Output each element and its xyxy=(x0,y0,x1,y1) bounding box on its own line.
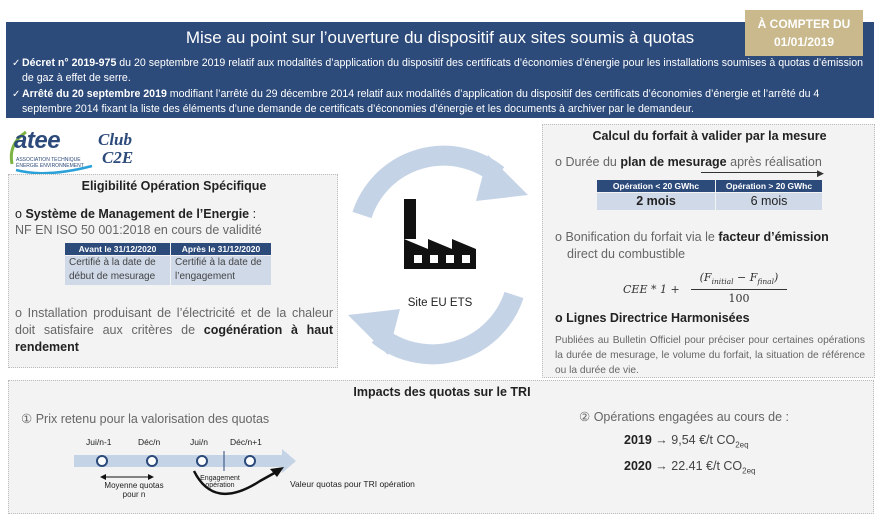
sme-colon: : xyxy=(249,207,257,221)
forfait-panel xyxy=(542,124,875,378)
bullet-icon: o xyxy=(15,207,26,221)
formula-left: CEE * 1 + xyxy=(623,283,680,296)
table-header-after: Après le 31/12/2020 xyxy=(171,243,271,255)
logo-c2e: C2E xyxy=(102,148,134,167)
sme-label: Système de Management de l’Energie xyxy=(25,207,250,221)
moyenne-quotas-label xyxy=(98,481,170,499)
timeline-label-jui-n: Jui/n xyxy=(190,437,208,447)
formula-num-open: (F xyxy=(699,271,712,284)
eligibility-panel xyxy=(8,174,338,368)
quota-timeline xyxy=(64,431,484,511)
timeline-graphic xyxy=(64,431,484,511)
decree-1-title: Décret n° 2019-975 xyxy=(22,57,117,69)
table-header-large: Opération > 20 GWhc xyxy=(716,180,822,192)
decree-1-text: du 20 septembre 2019 relatif aux modalités d’application du dispositif des certificats d’économies d’énergie pour les installations soumises à quotas d’émission de gaz à effet de serre. xyxy=(22,57,864,84)
badge-line-2: 01/01/2019 xyxy=(773,35,835,49)
date-badge xyxy=(745,10,863,56)
bullet-icon: o xyxy=(555,155,566,169)
arrow-head-icon: ▶ xyxy=(817,168,824,178)
moyenne-line-2: pour n xyxy=(122,490,146,499)
engagement-line-2: opération xyxy=(205,482,235,489)
forfait-title: Calcul du forfait à valider par la mesure xyxy=(592,129,827,143)
formula-denominator: 100 xyxy=(728,292,750,305)
check-icon: ✓ xyxy=(12,58,21,69)
formula-close: ) xyxy=(774,271,779,284)
year-2019-rate xyxy=(624,433,749,450)
header-banner xyxy=(6,22,874,118)
formula-final: final xyxy=(757,277,775,287)
bonif-bold: facteur d’émission xyxy=(718,230,829,244)
tri-impacts-panel xyxy=(8,380,874,514)
arrow-icon: → xyxy=(651,459,672,473)
tri-title: Impacts des quotas sur le TRI xyxy=(353,385,531,399)
eligibility-title: Eligibilité Opération Spécifique xyxy=(81,179,267,193)
arrow-icon: → xyxy=(651,433,672,447)
decree-2-text: modifiant l’arrêté du 29 décembre 2014 relatif aux modalités d’application du dispositif des certificats d’économies d’énergie et l’arrêté du 4 septembre 2014 fixant la liste des éléments d’une demande de certificats d’économies d’énergie et les documents à archiver par le demandeur. xyxy=(22,88,820,115)
duration-small: 2 mois xyxy=(597,193,715,210)
check-icon: ✓ xyxy=(12,89,21,100)
year-label: 2019 xyxy=(624,433,652,447)
table-header-small: Opération < 20 GWhc xyxy=(597,180,715,192)
timeline-label-jui-n-1: Jui/n-1 xyxy=(86,437,112,447)
circled-two-icon: ② xyxy=(579,410,591,424)
badge-line-1: À COMPTER DU xyxy=(757,17,851,31)
duration-bold: plan de mesurage xyxy=(620,155,727,169)
lignes-heading xyxy=(555,311,750,325)
logo-club: Club xyxy=(98,130,133,149)
table-cell-after: Certifié à la date de l’engagement xyxy=(171,256,271,285)
installation-bold: cogénération à haut rendement xyxy=(15,323,333,354)
lignes-text: Publiées au Bulletin Officiel pour préciser pour certaines opérations la durée de mesurage, le volume du forfait, la situation de référence ou la durée de vie. xyxy=(555,335,865,376)
year-label: 2020 xyxy=(624,459,652,473)
sme-norm: NF EN ISO 50 001:2018 en cours de validité xyxy=(15,223,262,237)
formula-numerator xyxy=(689,271,789,286)
ops-label: Opérations engagées au cours de : xyxy=(593,410,789,424)
engagement-line-1: Engagement xyxy=(200,475,240,482)
duration-line xyxy=(555,155,822,169)
prix-label: Prix retenu pour la valorisation des quotas xyxy=(35,412,270,426)
table-header-before: Avant le 31/12/2020 xyxy=(65,243,170,255)
factory-icon xyxy=(404,199,476,269)
rate-value: 22.41 €/t CO xyxy=(671,459,743,473)
atee-club-c2e-logo xyxy=(6,124,156,176)
bullet-icon: o xyxy=(555,311,567,325)
timeline-label-dec-n: Déc/n xyxy=(138,437,161,447)
timeline-label-dec-n1: Déc/n+1 xyxy=(230,437,262,447)
bonification-line xyxy=(555,229,865,263)
decree-2-title: Arrêté du 20 septembre 2019 xyxy=(22,88,167,100)
rate-value: 9,54 €/t CO xyxy=(671,433,736,447)
rate-sub: 2eq xyxy=(735,440,749,450)
engagement-label xyxy=(190,475,250,489)
bonif-post: direct du combustible xyxy=(567,247,686,261)
year-2020-rate xyxy=(624,459,756,476)
bonif-pre: Bonification du forfait via le xyxy=(565,230,719,244)
moyenne-line-1: Moyenne quotas xyxy=(104,481,164,490)
lignes-title: Lignes Directrice Harmonisées xyxy=(566,311,750,325)
decree-2 xyxy=(12,87,867,117)
formula-initial: initial xyxy=(711,277,734,287)
installation-criteria xyxy=(15,305,333,356)
duration-large: 6 mois xyxy=(716,193,822,210)
duration-post: après réalisation xyxy=(726,155,822,169)
decree-1 xyxy=(12,56,867,86)
valeur-quotas-label: Valeur quotas pour TRI opération xyxy=(290,479,415,489)
installation-text: Installation produisant de l’électricité et de la chaleur doit satisfaire aux critères de xyxy=(15,306,333,337)
logo-atee: atee xyxy=(14,127,61,154)
formula-minus: − F xyxy=(733,271,758,284)
table-cell-before: Certifié à la date de début de mesurage xyxy=(65,256,170,285)
ops-heading xyxy=(579,409,789,424)
circled-one-icon: ① xyxy=(21,412,33,426)
bullet-icon: o xyxy=(555,230,566,244)
logo-subtitle: ASSOCIATION TECHNIQUE ÉNERGIE ENVIRONNEMENT xyxy=(16,157,84,169)
prix-heading xyxy=(21,411,269,426)
duration-pre: Durée du xyxy=(565,155,621,169)
fraction-bar xyxy=(691,289,787,290)
site-eu-ets-label: Site EU ETS xyxy=(407,297,473,309)
bullet-icon: o xyxy=(15,306,28,320)
sme-heading xyxy=(15,207,256,221)
page-title: Mise au point sur l’ouverture du dispositif aux sites soumis à quotas xyxy=(185,28,695,47)
rate-sub: 2eq xyxy=(742,466,756,476)
arrow-line xyxy=(701,172,821,173)
cycle-diagram xyxy=(338,145,538,365)
